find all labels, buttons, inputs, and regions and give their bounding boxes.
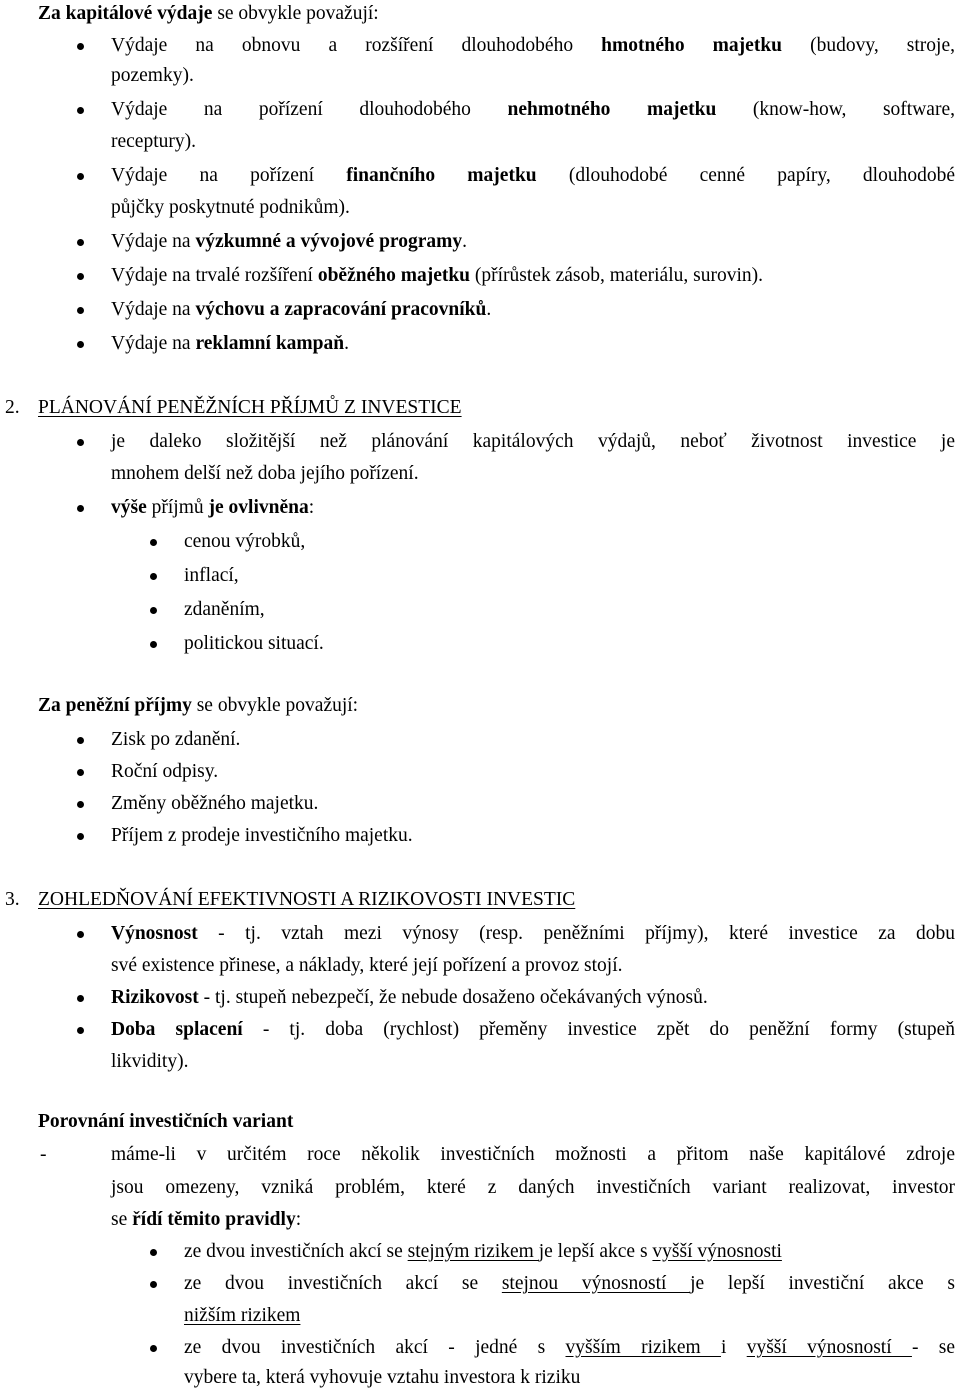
- paragraph-line: máme-li v určitém roce několik investičních možnosti a přitom naše kapitálové zdroje: [111, 1144, 955, 1165]
- dash-marker: -: [40, 1144, 47, 1165]
- sub-list-item: zdaněním,: [184, 599, 265, 620]
- list-item: Roční odpisy.: [111, 761, 219, 782]
- sub-list-item: cenou výrobků,: [184, 531, 306, 552]
- list-item: výše příjmů je ovlivněna:: [111, 497, 315, 518]
- list-item: Výnosnost - tj. vztah mezi výnosy (resp. peněžními příjmy), které investice za dobu: [111, 923, 955, 944]
- rule-item: ze dvou investičních akcí - jedné s vyšším rizikem i vyšší výnosností - se: [184, 1337, 955, 1358]
- list-item-continuation: mnohem delší než doba jejího pořízení.: [111, 463, 419, 484]
- list-item-continuation: likvidity).: [111, 1051, 189, 1072]
- list-item: Výdaje na pořízení dlouhodobého nehmotného majetku (know-how, software,: [111, 99, 955, 120]
- list-item-continuation: pozemky).: [111, 65, 194, 86]
- paragraph-line: se řídí těmito pravidly:: [111, 1209, 302, 1230]
- list-item: Zisk po zdanění.: [111, 729, 241, 750]
- list-item: Výdaje na reklamní kampaň.: [111, 333, 349, 354]
- variants-heading: Porovnání investičních variant: [38, 1111, 294, 1132]
- list-item: Výdaje na obnovu a rozšíření dlouhodobého hmotného majetku (budovy, stroje,: [111, 35, 955, 56]
- list-item: Doba splacení - tj. doba (rychlost) přeměny investice zpět do peněžní formy (stupeň: [111, 1019, 955, 1040]
- list-item-continuation: své existence přinese, a náklady, které její pořízení a provoz stojí.: [111, 955, 623, 976]
- sub-list-item: inflací,: [184, 565, 239, 586]
- list-item: Výdaje na pořízení finančního majetku (dlouhodobé cenné papíry, dlouhodobé: [111, 165, 955, 186]
- capital-heading: Za kapitálové výdaje se obvykle považují:: [38, 3, 379, 24]
- rule-item: ze dvou investičních akcí se stejnou výnosností je lepší investiční akce s: [184, 1273, 956, 1294]
- paragraph-line: jsou omezeny, vzniká problém, které z daných investičních variant realizovat, investor: [111, 1177, 955, 1198]
- list-item: Výdaje na trvalé rozšíření oběžného majetku (přírůstek zásob, materiálu, surovin).: [111, 265, 763, 286]
- list-item: Výdaje na výchovu a zapracování pracovníků.: [111, 299, 492, 320]
- list-item: Příjem z prodeje investičního majetku.: [111, 825, 413, 846]
- list-item-continuation: půjčky poskytnuté podnikům).: [111, 197, 350, 218]
- section-title: ZOHLEDŇOVÁNÍ EFEKTIVNOSTI A RIZIKOVOSTI INVESTIC: [38, 889, 576, 910]
- rule-item-continuation: vybere ta, která vyhovuje vztahu investora k riziku: [184, 1367, 581, 1388]
- list-item: Změny oběžného majetku.: [111, 793, 319, 814]
- list-item: Výdaje na výzkumné a vývojové programy.: [111, 231, 468, 252]
- sub-list-item: politickou situací.: [184, 633, 324, 654]
- rule-item: ze dvou investičních akcí se stejným rizikem je lepší akce s vyšší výnosnosti: [184, 1241, 782, 1262]
- list-item-continuation: receptury).: [111, 131, 196, 152]
- rule-item-continuation: nižším rizikem: [184, 1305, 301, 1326]
- income-heading: Za peněžní příjmy se obvykle považují:: [38, 695, 359, 716]
- section-title: PLÁNOVÁNÍ PENĚŽNÍCH PŘÍJMŮ Z INVESTICE: [38, 397, 462, 418]
- section-number: 3.: [5, 889, 20, 910]
- list-item: je daleko složitější než plánování kapitálových výdajů, neboť životnost investice je: [111, 431, 955, 452]
- section-number: 2.: [5, 397, 20, 418]
- list-item: Rizikovost - tj. stupeň nebezpečí, že nebude dosaženo očekávaných výnosů.: [111, 987, 708, 1008]
